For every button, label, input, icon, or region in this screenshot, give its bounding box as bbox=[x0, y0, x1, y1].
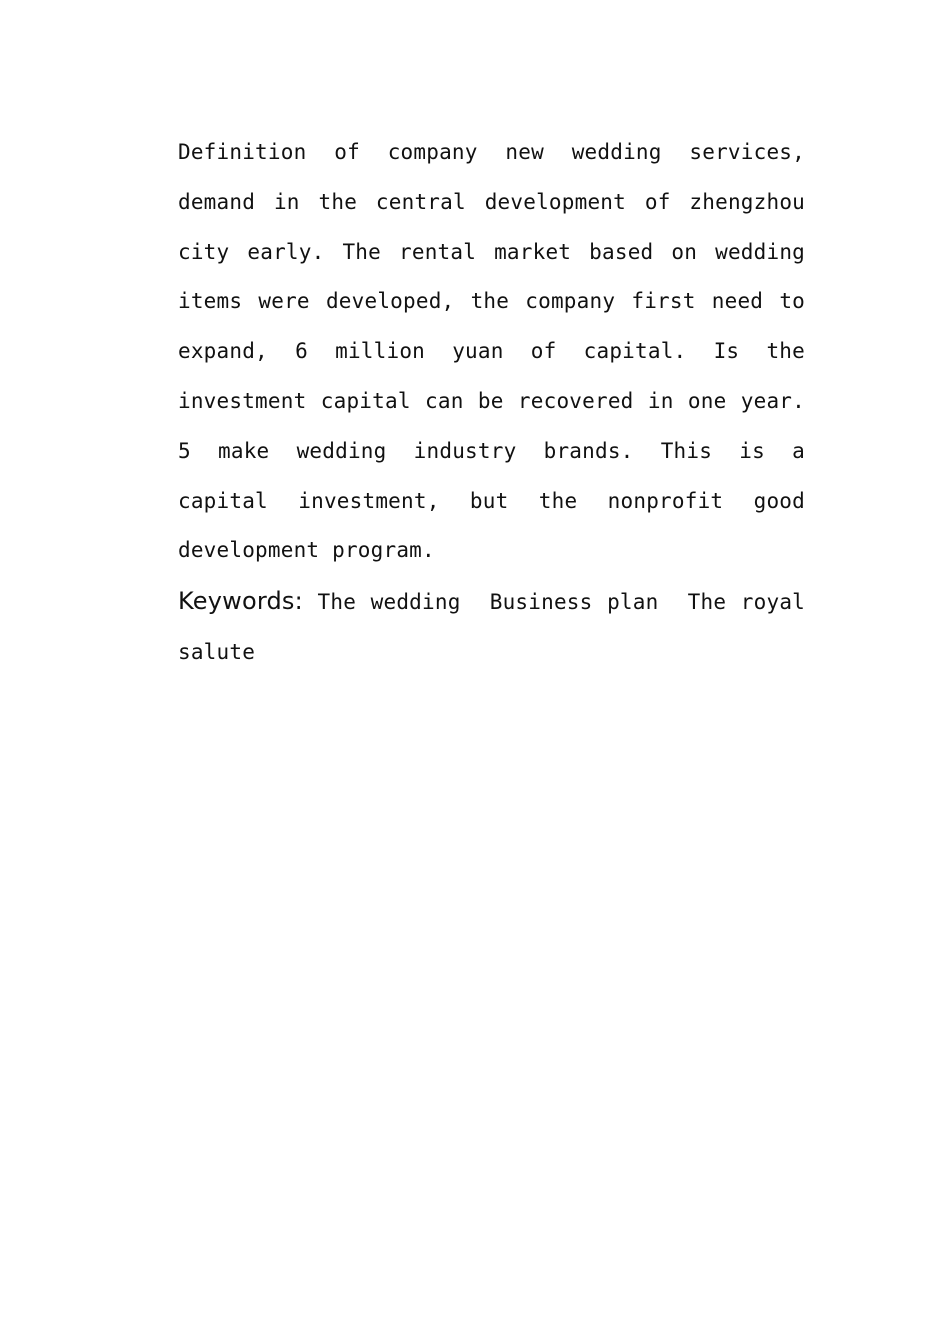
keyword-item: Business plan bbox=[489, 590, 659, 614]
keywords-line bbox=[178, 577, 805, 678]
abstract-paragraph: Definition of company new wedding services, demand in the central development of zhengzhou city early. The rental market based on wedding items were developed, the company first need to expand, 6 million yuan of capital. Is the investment capital can be recovered in one year. 5 make wedding industry brands. This is a capital investment, but the nonprofit good development program. bbox=[178, 140, 805, 563]
keywords-label: Keywords: bbox=[178, 587, 303, 615]
keyword-item: The wedding bbox=[317, 590, 461, 614]
keyword-item: The royal salute bbox=[178, 590, 806, 664]
